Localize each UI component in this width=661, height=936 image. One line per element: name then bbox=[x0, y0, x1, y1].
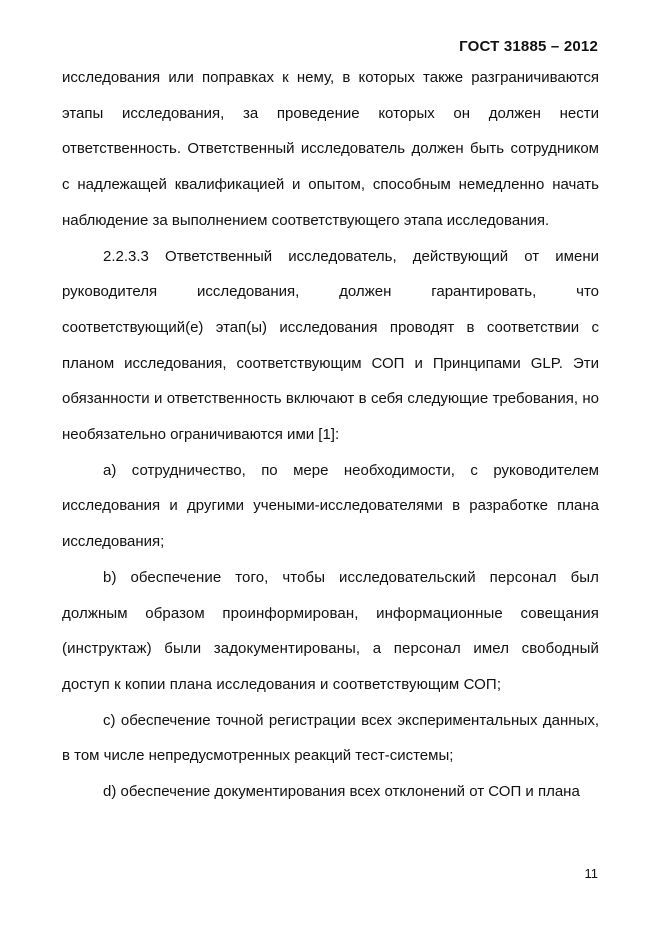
list-item-d: d) обеспечение документирования всех отклонений от СОП и плана bbox=[103, 783, 580, 801]
paragraph-2-2-3-3: 2.2.3.3 Ответственный исследователь, действующий от имени руководителя исследования, должен гарантировать, что соответствующий(е) этап(ы) исследования проводят в соответствии с планом исследования, соответствующим СОП и Принципами GLP. Эти обязанности и ответственность включают в себя следующие требования, но необязательно ограничиваются ими [1]: bbox=[62, 247, 599, 444]
paragraph-continuation: исследования или поправках к нему, в которых также разграничиваются этапы исследования, за проведение которых он должен нести ответственность. Ответственный исследователь должен быть сотрудником с надлежащей квалификацией и опытом, способным немедленно начать наблюдение за выполнением соответствующего этапа исследования. bbox=[62, 69, 599, 229]
document-code-header: ГОСТ 31885 – 2012 bbox=[459, 38, 598, 55]
list-item-c: c) обеспечение точной регистрации всех экспериментальных данных, в том числе непредусмотренных реакций тест-системы; bbox=[62, 711, 599, 765]
page-number: 11 bbox=[584, 866, 598, 881]
document-body bbox=[62, 60, 599, 810]
list-item-b: b) обеспечение того, чтобы исследовательский персонал был должным образом проинформирован, информационные совещания (инструктаж) были задокументированы, а персонал имел свободный доступ к копии плана исследования и соответствующим СОП; bbox=[62, 568, 599, 693]
list-item-a: a) сотрудничество, по мере необходимости, с руководителем исследования и другими учеными-исследователями в разработке плана исследования; bbox=[62, 461, 599, 551]
